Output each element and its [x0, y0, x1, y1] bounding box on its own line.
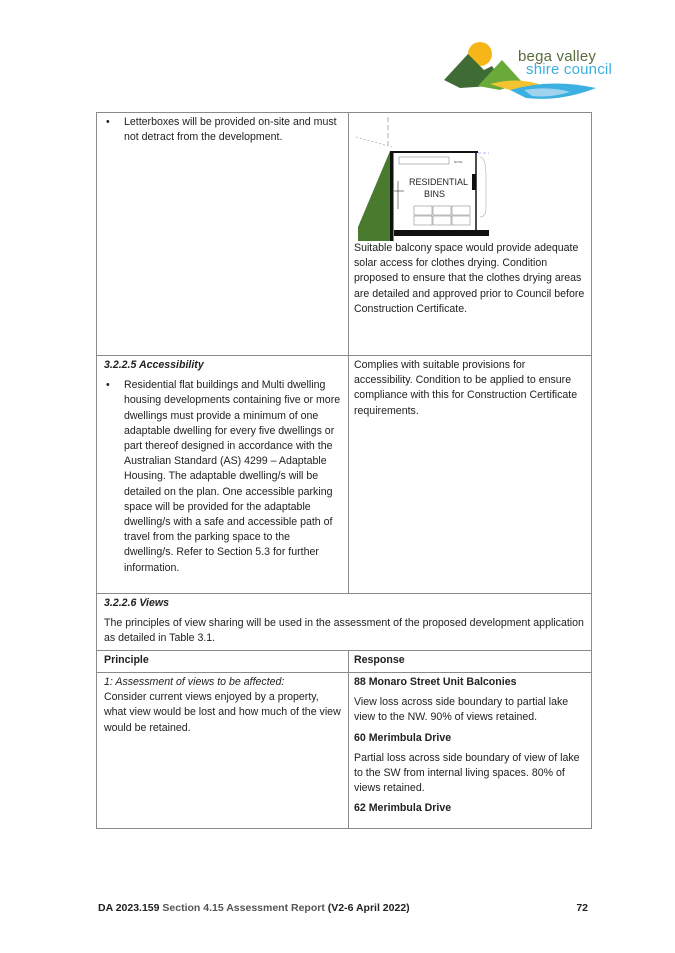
- row-views: [97, 594, 591, 651]
- response-cell: [349, 673, 591, 828]
- bullet-item: [104, 378, 342, 576]
- bullet-icon: •: [106, 116, 110, 128]
- footer-report-title: Section 4.15 Assessment Report: [162, 902, 325, 914]
- section-heading-accessibility: 3.2.2.5 Accessibility: [104, 359, 204, 371]
- column-header-response: Response: [354, 654, 405, 666]
- logo-text: [518, 50, 612, 76]
- letterbox-response: Suitable balcony space would provide adequate solar access for clothes drying. Condition proposed to ensure that the clothes drying areas are detailed and approved prior to Council before Construction Certificate.: [354, 242, 585, 315]
- footer-version: (V2-6 April 2022): [327, 902, 410, 914]
- letterbox-requirement: Letterboxes will be provided on-site and must not detract from the development.: [124, 116, 337, 144]
- page-number: 72: [576, 902, 588, 914]
- page-footer: [98, 902, 588, 914]
- response-cell: [349, 356, 591, 593]
- principle-cell: [97, 673, 349, 828]
- footer-doc-id: DA 2023.159: [98, 902, 160, 914]
- requirement-cell: [97, 356, 349, 593]
- bin-room-plan-image: [354, 117, 469, 237]
- column-header-principle: Principle: [97, 651, 349, 672]
- plan-label-bins: BINS: [424, 189, 446, 199]
- requirement-cell: [97, 113, 349, 355]
- response-text: Partial loss across side boundary of view of lake to the SW from internal living spaces. 80% of views retained.: [354, 751, 580, 795]
- accessibility-response: Complies with suitable provisions for accessibility. Condition to be applied to ensure compliance with this for Construction Certificate requirements.: [354, 359, 578, 417]
- response-cell: [349, 113, 591, 355]
- row-accessibility: [97, 356, 591, 594]
- bullet-icon: •: [106, 379, 110, 392]
- views-table-row: [97, 673, 591, 828]
- accessibility-requirement: Residential flat buildings and Multi dwelling housing developments containing five or more dwellings must provide a minimum of one adaptable dwelling for every five dwellings or part thereof designed in accordance with the Australian Standard (AS) 4299 – Adaptable Housing. The adaptable dwelling/s will be detailed on the plan. One accessible parking space will be provided for the adaptable dwelling/s with a safe and accessible path of travel from the parking space to the dwelling/s. Refer to Section 5.3 for further information.: [124, 379, 341, 574]
- logo-line-2: shire council: [526, 61, 612, 78]
- row-letterboxes: [97, 113, 591, 356]
- logo-line-1: bega valley: [518, 48, 597, 65]
- response-address: 62 Merimbula Drive: [354, 802, 452, 815]
- footer-title: [98, 902, 410, 914]
- assessment-table: [96, 112, 592, 829]
- svg-text:NOTE: NOTE: [454, 160, 463, 164]
- response-address: 88 Monaro Street Unit Balconies: [354, 676, 517, 688]
- section-heading-views: 3.2.2.6 Views: [104, 597, 169, 609]
- response-text: View loss across side boundary to partial lake view to the NW. 90% of views retained.: [354, 696, 569, 724]
- plan-label-residential: RESIDENTIAL: [409, 177, 469, 187]
- principle-title: 1: Assessment of views to be affected:: [104, 676, 285, 688]
- response-address: 60 Merimbula Drive: [354, 731, 452, 744]
- views-table-header: [97, 651, 591, 673]
- views-cell: [97, 594, 591, 650]
- views-intro-text: The principles of view sharing will be used in the assessment of the proposed development application as detailed in Table 3.1.: [104, 617, 584, 645]
- bullet-item: [104, 115, 342, 145]
- principle-text: Consider current views enjoyed by a property, what view would be lost and how much of the view would be retained.: [104, 691, 341, 734]
